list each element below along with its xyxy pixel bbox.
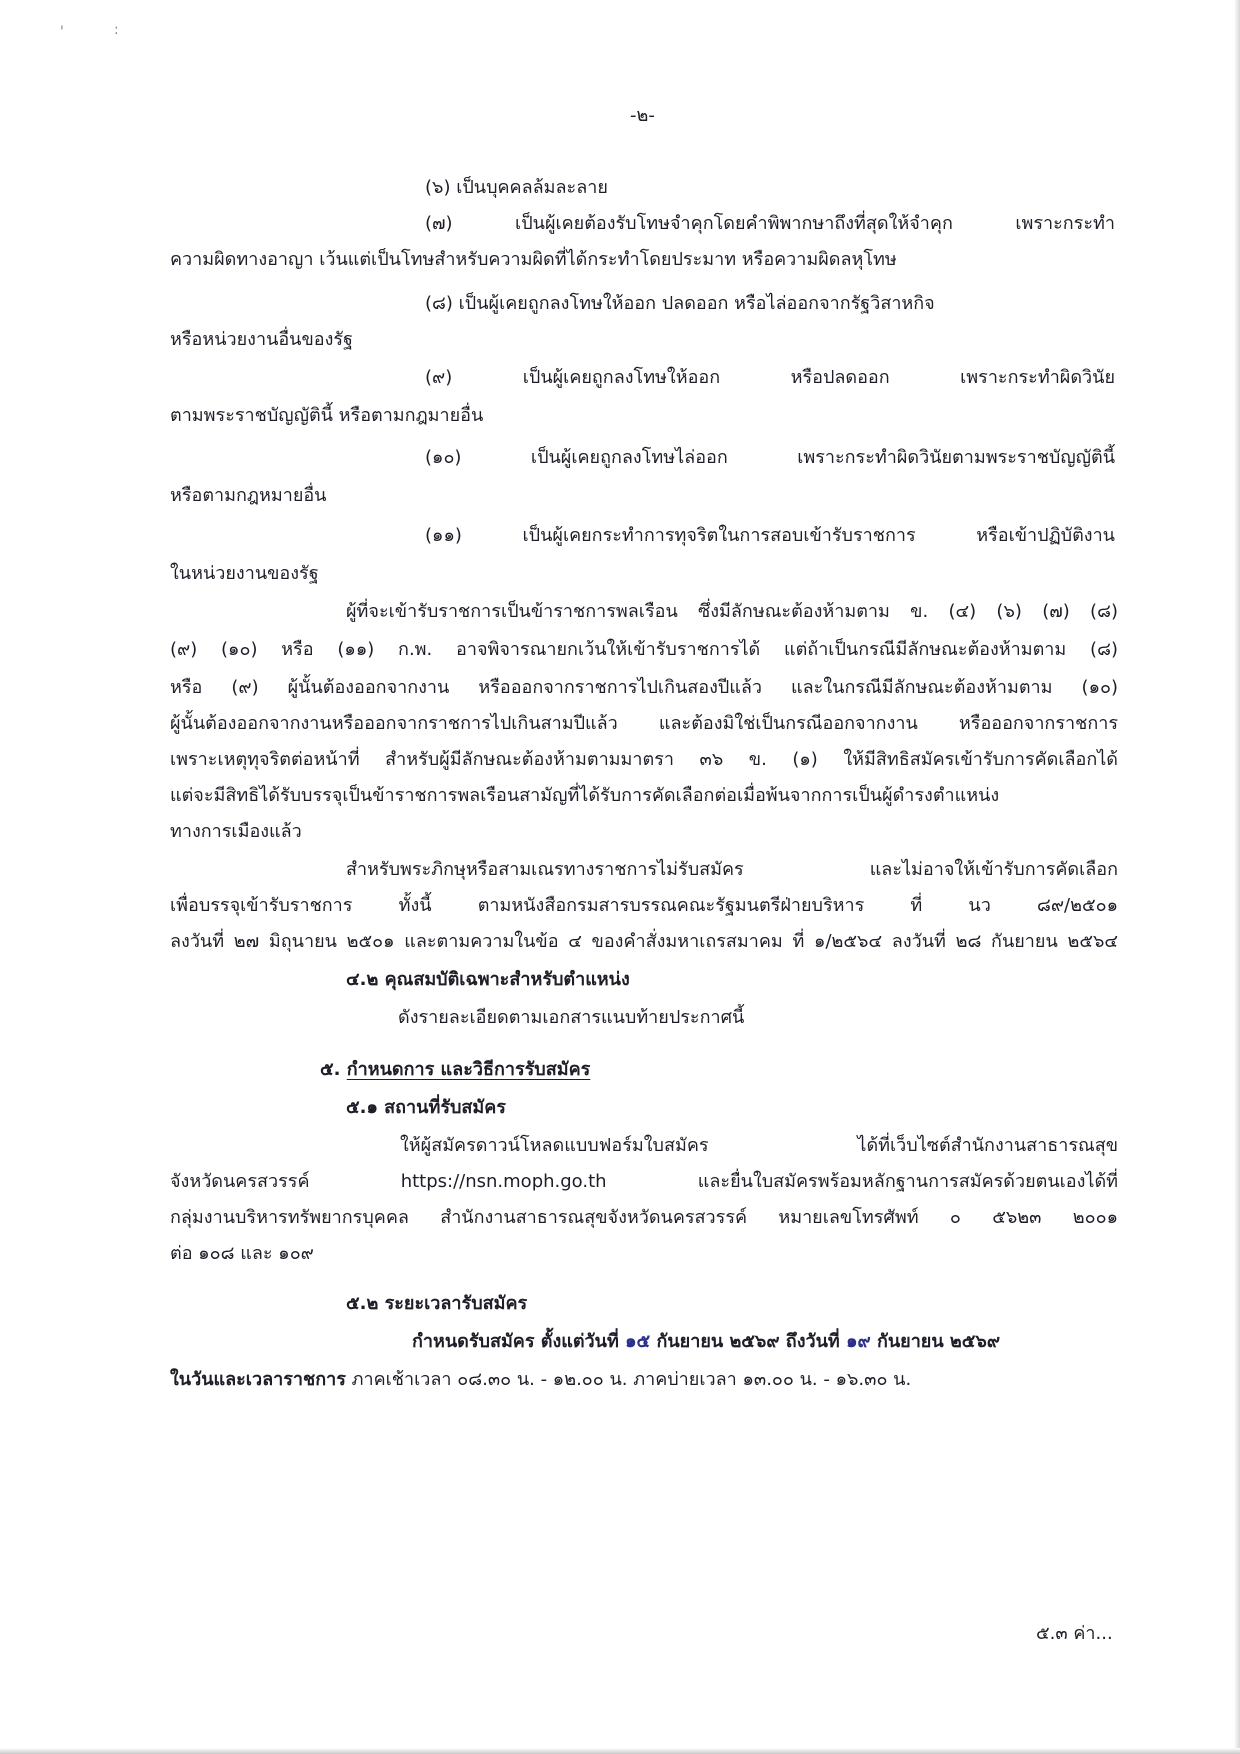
exemption-line: เพราะเหตุทุจริตต่อหน้าที่ สำหรับผู้มีลักษณะต้องห้ามตามมาตรา ๓๖ ข. (๑) ให้มีสิทธิสมัครเข้ารับการคัดเลือกได้ bbox=[170, 749, 1118, 770]
clause-7-line-1: (๗) เป็นผู้เคยต้องรับโทษจำคุกโดยคำพิพากษาถึงที่สุดให้จำคุก เพราะกระทำ bbox=[425, 213, 1115, 234]
section-5-1-line: ให้ผู้สมัครดาวน์โหลดแบบฟอร์มใบสมัคร ได้ที่เว็บไซต์สำนักงานสาธารณสุข bbox=[400, 1135, 1118, 1156]
section-5-1-heading: ๕.๑ สถานที่รับสมัคร bbox=[346, 1097, 506, 1118]
clause-6: (๖) เป็นบุคคลล้มละลาย bbox=[425, 177, 608, 198]
scan-edge bbox=[1234, 0, 1240, 1754]
section-5-1-line: ต่อ ๑๐๘ และ ๑๐๙ bbox=[170, 1243, 314, 1264]
monk-line: ลงวันที่ ๒๗ มิถุนายน ๒๕๐๑ และตามความในข้อ ๔ ของคำสั่งมหาเถรสมาคม ที่ ๑/๒๕๖๔ ลงวันที่ ๒๘ กันยายน ๒๕๖๔ bbox=[170, 931, 1118, 952]
clause-11-line-1: (๑๑) เป็นผู้เคยกระทำการทุจริตในการสอบเข้ารับราชการ หรือเข้าปฏิบัติงาน bbox=[425, 525, 1115, 546]
clause-10-line-2: หรือตามกฎหมายอื่น bbox=[170, 485, 327, 506]
start-day-handwritten: ๑๕ bbox=[625, 1331, 651, 1352]
monk-line: เพื่อบรรจุเข้ารับราชการ ทั้งนี้ ตามหนังสือกรมสารบรรณคณะรัฐมนตรีฝ่ายบริหาร ที่ นว ๘๙/๒๕๐๑ bbox=[170, 895, 1118, 916]
period-middle: กันยายน ๒๕๖๙ ถึงวันที่ bbox=[656, 1331, 840, 1352]
office-hours bbox=[170, 1368, 911, 1392]
clause-7-line-2: ความผิดทางอาญา เว้นแต่เป็นโทษสำหรับความผิดที่ได้กระทำโดยประมาท หรือความผิดลหุโทษ bbox=[170, 249, 897, 270]
scan-edge bbox=[0, 1748, 1240, 1754]
clause-10-line-1: (๑๐) เป็นผู้เคยถูกลงโทษไล่ออก เพราะกระทำผิดวินัยตามพระราชบัญญัตินี้ bbox=[425, 447, 1115, 468]
clause-8-line-2: หรือหน่วยงานอื่นของรัฐ bbox=[170, 329, 353, 350]
section-5-number: ๕. bbox=[320, 1059, 341, 1080]
clause-9-line-2: ตามพระราชบัญญัตินี้ หรือตามกฎมายอื่น bbox=[170, 405, 484, 426]
section-4-2-heading: ๔.๒ คุณสมบัติเฉพาะสำหรับตำแหน่ง bbox=[346, 969, 630, 990]
end-day-handwritten: ๑๙ bbox=[846, 1331, 871, 1352]
scan-speck: ' bbox=[60, 24, 64, 40]
exemption-line: ทางการเมืองแล้ว bbox=[170, 821, 302, 842]
clause-8-line-1: (๘) เป็นผู้เคยถูกลงโทษให้ออก ปลดออก หรือไล่ออกจากรัฐวิสาหกิจ bbox=[425, 293, 935, 314]
exemption-line: ผู้นั้นต้องออกจากงานหรือออกจากราชการไปเกินสามปีแล้ว และต้องมิใช่เป็นกรณีออกจากงาน หรือออกจากราชการ bbox=[170, 713, 1118, 734]
exemption-line: ผู้ที่จะเข้ารับราชการเป็นข้าราชการพลเรือน ซึ่งมีลักษณะต้องห้ามตาม ข. (๔) (๖) (๗) (๘) bbox=[346, 601, 1118, 622]
period-label: กำหนดรับสมัคร ตั้งแต่วันที่ bbox=[412, 1331, 619, 1352]
section-5-heading bbox=[320, 1058, 590, 1082]
continuation-footer: ๕.๓ ค่า... bbox=[1036, 1623, 1113, 1644]
office-hours-times: ภาคเช้าเวลา ๐๘.๓๐ น. - ๑๒.๐๐ น. ภาคบ่ายเวลา ๑๓.๐๐ น. - ๑๖.๓๐ น. bbox=[351, 1369, 912, 1390]
exemption-line: หรือ (๙) ผู้นั้นต้องออกจากงาน หรือออกจากราชการไปเกินสองปีแล้ว และในกรณีมีลักษณะต้องห้ามตาม (๑๐) bbox=[170, 677, 1118, 698]
section-5-title: กำหนดการ และวิธีการรับสมัคร bbox=[346, 1059, 591, 1080]
application-period bbox=[412, 1330, 1000, 1354]
section-5-2-heading: ๕.๒ ระยะเวลารับสมัคร bbox=[346, 1293, 528, 1314]
page-number: -๒- bbox=[630, 105, 655, 126]
clause-11-line-2: ในหน่วยงานของรัฐ bbox=[170, 563, 319, 584]
office-hours-label: ในวันและเวลาราชการ bbox=[170, 1369, 346, 1390]
clause-9-line-1: (๙) เป็นผู้เคยถูกลงโทษให้ออก หรือปลดออก เพราะกระทำผิดวินัย bbox=[425, 367, 1115, 388]
monk-line: สำหรับพระภิกษุหรือสามเณรทางราชการไม่รับสมัคร และไม่อาจให้เข้ารับการคัดเลือก bbox=[346, 859, 1118, 880]
scan-speck: : bbox=[114, 22, 119, 38]
exemption-line: แต่จะมีสิทธิได้รับบรรจุเป็นข้าราชการพลเรือนสามัญที่ได้รับการคัดเลือกต่อเมื่อพ้นจากการเป็นผู้ดำรงตำแหน่ง bbox=[170, 785, 1000, 806]
section-5-1-line: จังหวัดนครสวรรค์ https://nsn.moph.go.th และยื่นใบสมัครพร้อมหลักฐานการสมัครด้วยตนเองได้ที่ bbox=[170, 1171, 1118, 1192]
section-5-1-line: กลุ่มงานบริหารทรัพยากรบุคคล สำนักงานสาธารณสุขจังหวัดนครสวรรค์ หมายเลขโทรศัพท์ ๐ ๕๖๒๓ ๒๐๐๑ bbox=[170, 1207, 1118, 1228]
period-end: กันยายน ๒๕๖๙ bbox=[876, 1331, 1001, 1352]
section-4-2-text: ดังรายละเอียดตามเอกสารแนบท้ายประกาศนี้ bbox=[398, 1007, 745, 1028]
exemption-line: (๙) (๑๐) หรือ (๑๑) ก.พ. อาจพิจารณายกเว้นให้เข้ารับราชการได้ แต่ถ้าเป็นกรณีมีลักษณะต้องห้ามตาม (๘) bbox=[170, 639, 1118, 660]
